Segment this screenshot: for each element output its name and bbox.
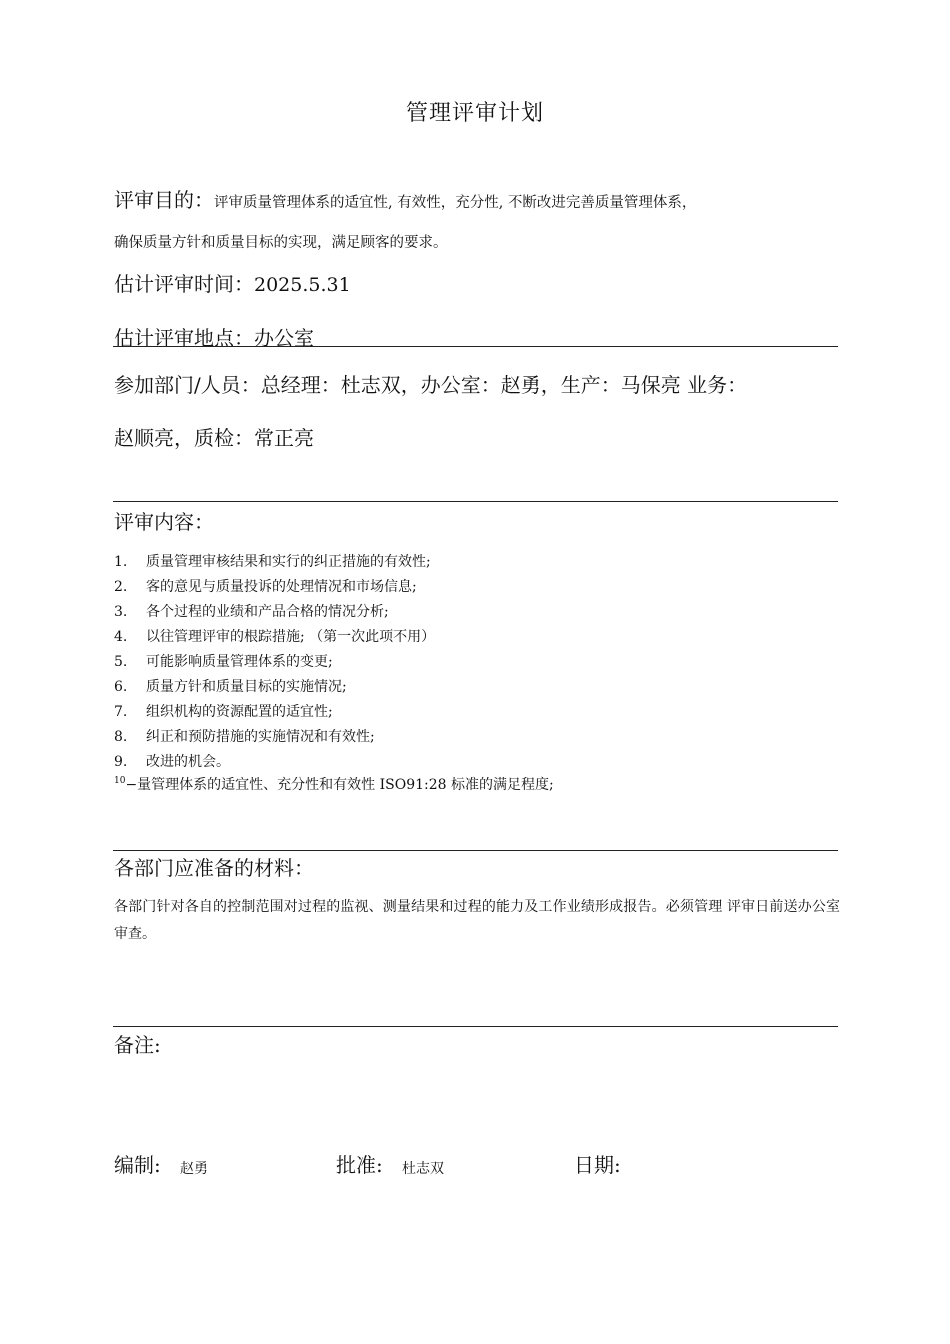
list-item-number: 7. <box>114 704 128 720</box>
list-item-text: 改进的机会。 <box>146 754 230 770</box>
review-time <box>114 268 351 297</box>
date-label: 日期: <box>574 1153 621 1177</box>
list-item-number: 6. <box>114 679 128 695</box>
materials-text: 各部门针对各自的控制范围对过程的监视、测量结果和过程的能力及工作业绩形成报告。必须管理 评审日前送办公室审查。 <box>114 899 840 942</box>
list-item <box>114 550 435 575</box>
list-item-text: 可能影响质量管理体系的变更; <box>146 654 333 670</box>
prepared-by-label: 编制: <box>114 1153 161 1177</box>
list-item-number: 1. <box>114 554 128 570</box>
list-item-number: 3. <box>114 604 128 620</box>
list-item-text: 各个过程的业绩和产品合格的情况分析; <box>146 604 389 620</box>
list-item <box>114 650 435 675</box>
review-location-label: 估计评审地点： <box>114 326 254 350</box>
list-item-text: 组织机构的资源配置的适宜性; <box>146 704 333 720</box>
purpose-label: 评审目的： <box>114 188 214 212</box>
list-item-number: 2. <box>114 579 128 595</box>
purpose-text-2: 确保质量方针和质量目标的实现，满足顾客的要求。 <box>114 235 448 251</box>
list-item-text: −量管理体系的适宜性、充分性和有效性 ISO91:28 标准的满足程度; <box>125 777 554 793</box>
approved-by-value: 杜志双 <box>402 1161 444 1177</box>
list-item-number: 5. <box>114 654 128 670</box>
divider <box>113 1026 838 1027</box>
participants-line-2: 赵顺亮，质检：常正亮 <box>114 426 314 450</box>
divider <box>113 850 838 851</box>
list-item-number: 9. <box>114 754 128 770</box>
list-item <box>114 725 435 750</box>
participants-line-1: 参加部门/人员：总经理：杜志双，办公室：赵勇，生产：马保亮 业务： <box>114 373 748 397</box>
divider <box>113 346 838 347</box>
list-item <box>114 575 435 600</box>
review-time-value: 2025.5.31 <box>254 274 351 296</box>
remarks-label: 备注: <box>114 1033 161 1057</box>
list-item-text: 质量管理审核结果和实行的纠正措施的有效性; <box>146 554 431 570</box>
review-time-label: 估计评审时间： <box>114 272 254 296</box>
list-item-text: 纠正和预防措施的实施情况和有效性; <box>146 729 375 745</box>
list-item-number: 10 <box>114 776 126 786</box>
list-item-number: 4. <box>114 629 128 645</box>
list-item <box>114 700 435 725</box>
list-item <box>114 675 435 700</box>
list-item <box>114 750 435 775</box>
list-item-text: 客的意见与质量投诉的处理情况和市场信息; <box>146 579 417 595</box>
list-item <box>114 625 435 650</box>
prepared-by-value: 赵勇 <box>180 1161 208 1177</box>
content-label: 评审内容： <box>114 510 214 534</box>
list-item-10 <box>114 774 554 794</box>
list-item-number: 8. <box>114 729 128 745</box>
purpose-text-1: 评审质量管理体系的适宜性, 有效性，充分性, 不断改进完善质量管理体系， <box>214 195 697 211</box>
divider <box>113 501 838 502</box>
review-location-value: 办公室 <box>254 326 314 350</box>
materials-label: 各部门应准备的材料： <box>114 856 314 880</box>
content-list <box>114 550 435 775</box>
list-item-text: 以往管理评审的根踪措施; （第一次此项不用） <box>146 629 436 645</box>
list-item-text: 质量方针和质量目标的实施情况; <box>146 679 347 695</box>
approved-by-label: 批准: <box>336 1153 383 1177</box>
page-title: 管理评审计划 <box>405 101 544 126</box>
list-item <box>114 600 435 625</box>
purpose-line-1 <box>114 184 696 213</box>
